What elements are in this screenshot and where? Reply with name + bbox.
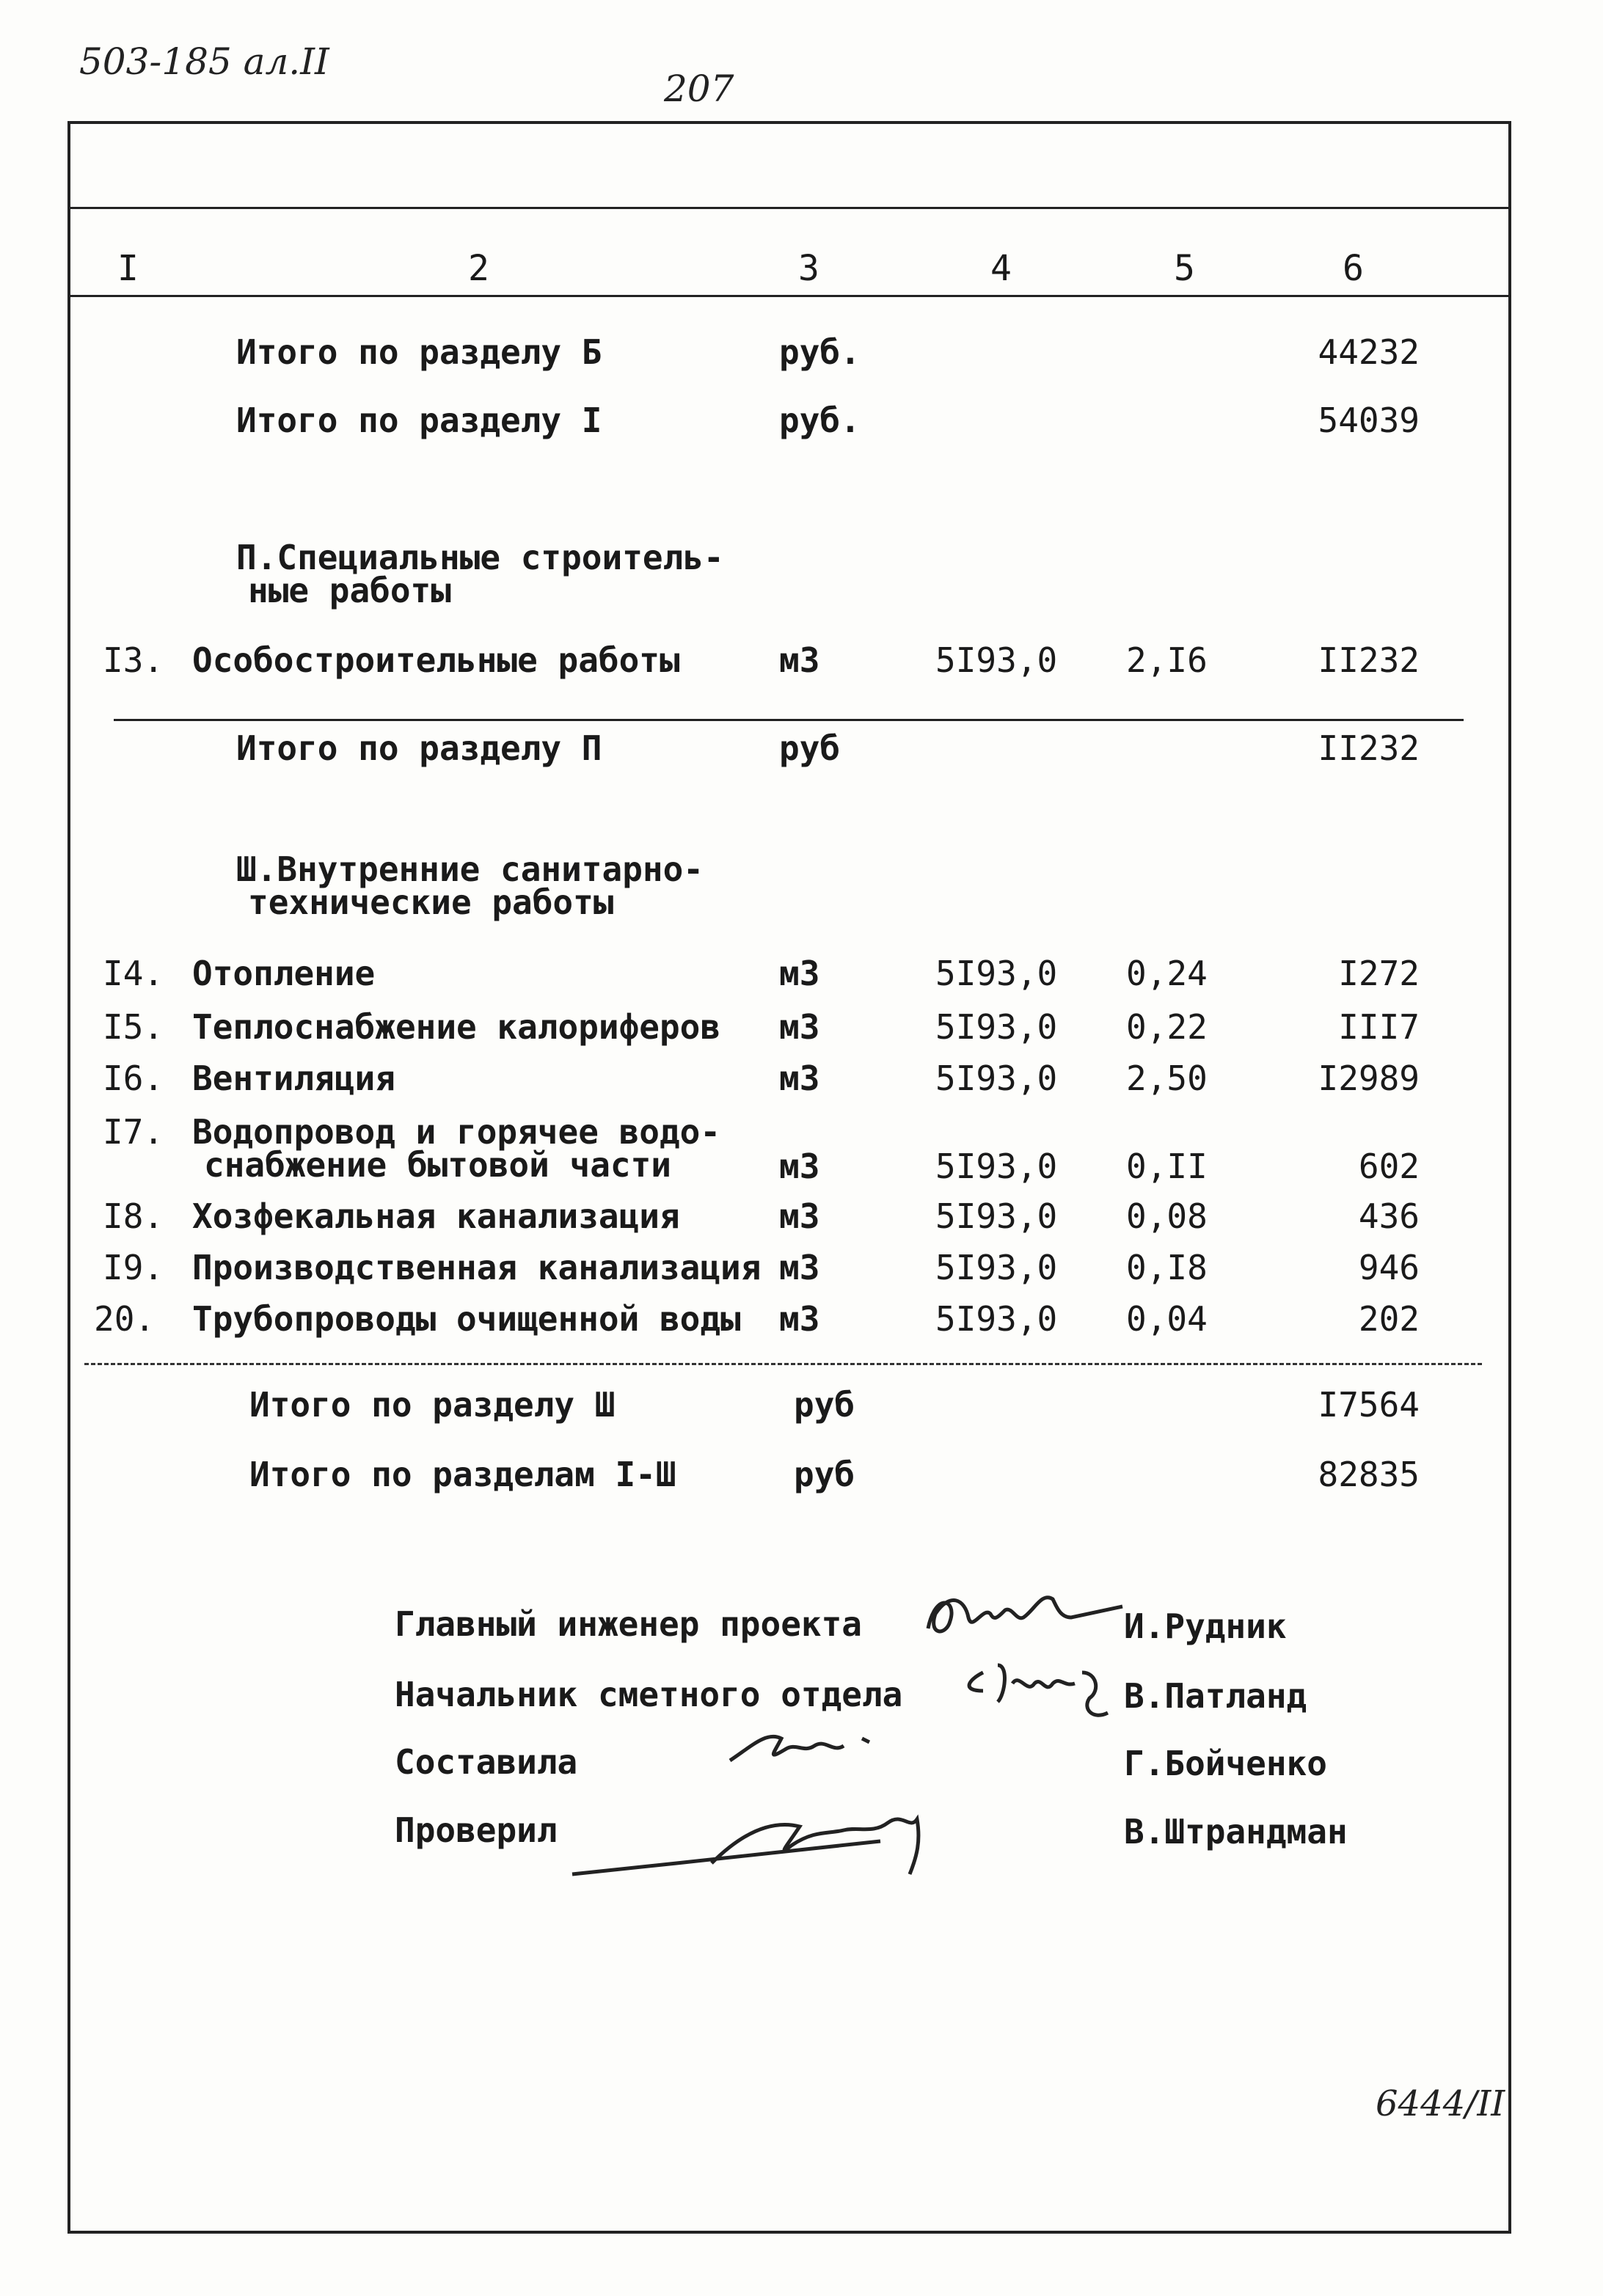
item-total: 436: [1358, 1196, 1420, 1236]
item-total: I272: [1338, 954, 1420, 993]
total-unit: руб: [779, 728, 841, 768]
item-rate: 0,II: [1126, 1147, 1208, 1186]
item-number: 20.: [94, 1299, 156, 1339]
total-unit: руб: [794, 1455, 855, 1494]
item-quantity: 5I93,0: [935, 640, 1058, 680]
signatory-name: В.Штрандман: [1124, 1812, 1348, 1851]
item-number: I3.: [103, 640, 164, 680]
handwritten-signature: [954, 1650, 1137, 1731]
item-quantity: 5I93,0: [935, 1248, 1058, 1287]
total-unit: руб.: [779, 332, 861, 372]
section-heading: ные работы: [248, 571, 451, 610]
item-rate: 0,08: [1126, 1196, 1208, 1236]
item-rate: 0,22: [1126, 1007, 1208, 1047]
section-2-rule: [114, 719, 1464, 721]
column-header-5: 5: [1174, 248, 1195, 289]
total-unit: руб.: [779, 401, 861, 440]
total-label: Итого по разделу П: [236, 728, 602, 768]
item-rate: 0,24: [1126, 954, 1208, 993]
item-quantity: 5I93,0: [935, 1299, 1058, 1339]
archive-code: 6444/II: [1376, 2083, 1505, 2124]
item-label: Вентиляция: [192, 1059, 395, 1098]
total-label: Итого по разделу I: [236, 401, 602, 440]
item-rate: 0,04: [1126, 1299, 1208, 1339]
item-quantity: 5I93,0: [935, 954, 1058, 993]
item-total: 202: [1358, 1299, 1420, 1339]
signatory-role: Составила: [395, 1742, 578, 1782]
total-label: Итого по разделам I-Ш: [249, 1455, 676, 1494]
item-label: Трубопроводы очищенной воды: [192, 1299, 741, 1339]
page-number: 207: [664, 67, 734, 110]
frame-left-border: [67, 121, 70, 2234]
section-heading: Ш.Внутренние санитарно-: [236, 849, 704, 889]
item-rate: 0,I8: [1126, 1248, 1208, 1287]
item-label: Производственная канализация: [192, 1248, 762, 1287]
column-header-2: 2: [468, 248, 489, 289]
item-quantity: 5I93,0: [935, 1196, 1058, 1236]
frame-bottom-border: [67, 2231, 1511, 2234]
item-unit: м3: [779, 1147, 820, 1186]
header-top-rule: [67, 207, 1511, 209]
item-label: Теплоснабжение калориферов: [192, 1007, 721, 1047]
item-rate: 2,I6: [1126, 640, 1208, 680]
reference-code: 503-185 ал.II: [79, 40, 329, 83]
item-quantity: 5I93,0: [935, 1059, 1058, 1098]
item-total: 946: [1358, 1248, 1420, 1287]
total-unit: руб: [794, 1385, 855, 1425]
item-number: I5.: [103, 1007, 164, 1047]
signatory-name: И.Рудник: [1124, 1606, 1287, 1646]
handwritten-signature: [723, 1716, 891, 1775]
total-value: II232: [1318, 728, 1420, 768]
total-value: 44232: [1318, 332, 1420, 372]
item-quantity: 5I93,0: [935, 1007, 1058, 1047]
signatory-name: Г.Бойченко: [1124, 1744, 1327, 1783]
signatory-role: Начальник сметного отдела: [395, 1675, 903, 1714]
item-number: I4.: [103, 954, 164, 993]
section-heading: П.Специальные строитель-: [236, 538, 724, 577]
total-value: 54039: [1318, 401, 1420, 440]
header-bottom-rule: [67, 295, 1511, 297]
handwritten-signature: [913, 1577, 1133, 1658]
total-value: I7564: [1318, 1385, 1420, 1425]
signatory-name: В.Патланд: [1124, 1676, 1307, 1716]
total-label: Итого по разделу Б: [236, 332, 602, 372]
item-label: Хозфекальная канализация: [192, 1196, 680, 1236]
item-quantity: 5I93,0: [935, 1147, 1058, 1186]
item-label: Особостроительные работы: [192, 640, 680, 680]
column-header-4: 4: [990, 248, 1012, 289]
column-header-1: I: [117, 248, 139, 289]
frame-right-border: [1508, 121, 1511, 2234]
column-header-6: 6: [1343, 248, 1364, 289]
item-unit: м3: [779, 1059, 820, 1098]
item-total: III7: [1338, 1007, 1420, 1047]
item-label: Водопровод и горячее водо-: [192, 1112, 721, 1152]
frame-top-border: [67, 121, 1511, 124]
item-total: 602: [1358, 1147, 1420, 1186]
total-label: Итого по разделу Ш: [249, 1385, 616, 1425]
item-number: I7.: [103, 1112, 164, 1152]
section-3-rule: [84, 1363, 1482, 1365]
item-unit: м3: [779, 1007, 820, 1047]
item-rate: 2,50: [1126, 1059, 1208, 1098]
item-number: I8.: [103, 1196, 164, 1236]
section-heading: технические работы: [248, 882, 614, 922]
item-unit: м3: [779, 954, 820, 993]
handwritten-signature: [565, 1790, 1020, 1885]
item-total: II232: [1318, 640, 1420, 680]
item-unit: м3: [779, 1299, 820, 1339]
item-total: I2989: [1318, 1059, 1420, 1098]
item-number: I6.: [103, 1059, 164, 1098]
item-unit: м3: [779, 1248, 820, 1287]
signatory-role: Главный инженер проекта: [395, 1604, 862, 1644]
item-number: I9.: [103, 1248, 164, 1287]
item-label: снабжение бытовой части: [204, 1145, 671, 1185]
item-unit: м3: [779, 640, 820, 680]
item-unit: м3: [779, 1196, 820, 1236]
item-label: Отопление: [192, 954, 376, 993]
column-header-3: 3: [798, 248, 819, 289]
total-value: 82835: [1318, 1455, 1420, 1494]
signatory-role: Проверил: [395, 1810, 558, 1850]
